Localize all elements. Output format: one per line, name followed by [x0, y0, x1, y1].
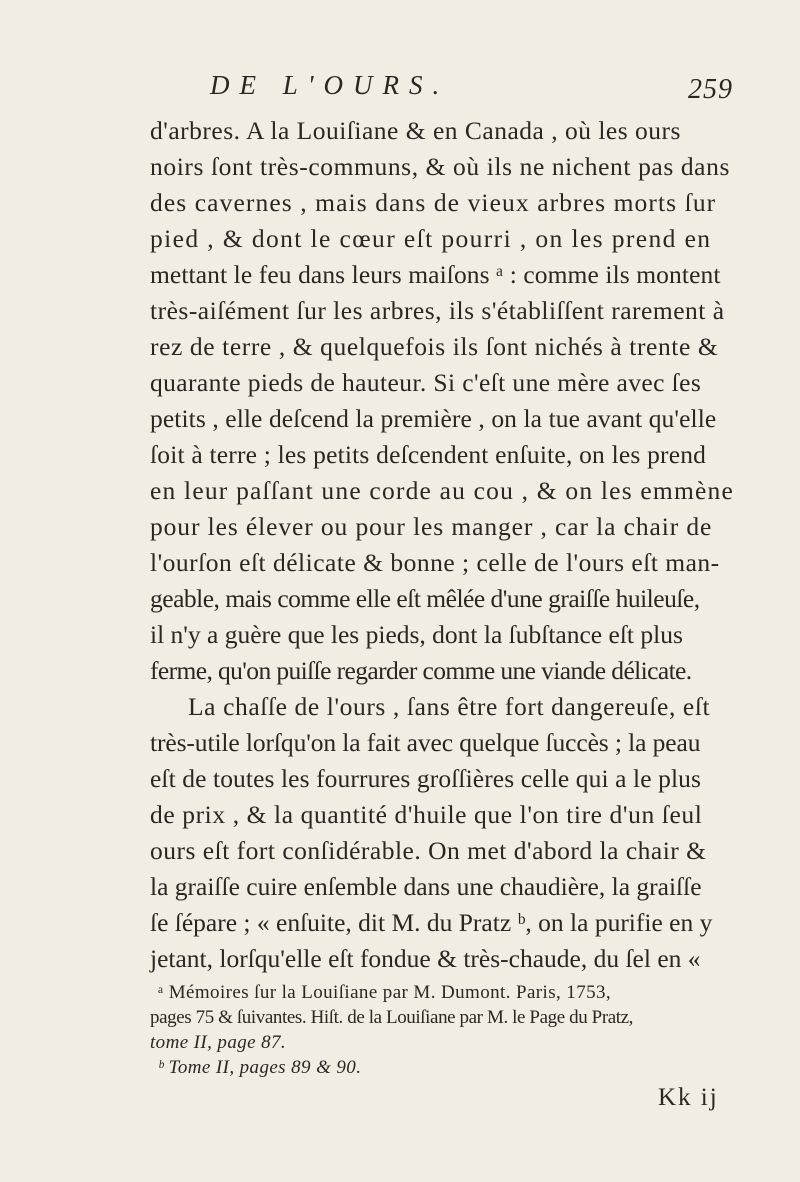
text-line: de prix , & la quantité d'huile que l'on tire d'un ſeul	[150, 800, 703, 829]
text-line: eſt de toutes les fourrures groſſières celle qui a le plus	[150, 764, 702, 793]
footnote-a-cont: tome II, page 87.	[150, 1032, 287, 1053]
page-number: 259	[688, 74, 733, 105]
text-line: geable, mais comme elle eſt mêlée d'une graiſſe huileuſe,	[150, 584, 700, 613]
text-line: très-aiſément ſur les arbres, ils s'établiſſent rarement à	[150, 296, 725, 325]
text-line: la graiſſe cuire enſemble dans une chaudière, la graiſſe	[150, 872, 702, 901]
text-line: quarante pieds de hauteur. Si c'eſt une mère avec ſes	[150, 368, 702, 397]
text-line: petits , elle deſcend la première , on la tue avant qu'elle	[150, 404, 717, 433]
text-line: en leur paſſant une corde au cou , & on les emmène	[150, 476, 734, 505]
footnote-a-cont: pages 75 & ſuivantes. Hiſt. de la Louiſiane par M. le Page du Pratz,	[150, 1007, 634, 1028]
text-line: il n'y a guère que les pieds, dont la ſubſtance eſt plus	[150, 620, 683, 649]
text-line: noirs ſont très-communs, & où ils ne nichent pas dans	[150, 152, 730, 181]
text-line: ſoit à terre ; les petits deſcendent enſuite, on les prend	[150, 440, 707, 469]
text-line: d'arbres. A la Louiſiane & en Canada , où les ours	[150, 116, 681, 145]
text-line: ours eſt fort conſidérable. On met d'abord la chair &	[150, 836, 707, 865]
text-line: ferme, qu'on puiſſe regarder comme une viande délicate.	[150, 656, 692, 685]
text-line: La chaſſe de l'ours , ſans être fort dangereuſe, eſt	[188, 692, 711, 721]
text-line: pour les élever ou pour les manger , car la chair de	[150, 512, 713, 541]
footnote-a: ᵃ Mémoires ſur la Louiſiane par M. Dumont. Paris, 1753,	[158, 982, 612, 1003]
text-line: rez de terre , & quelquefois ils ſont nichés à trente &	[150, 332, 719, 361]
text-line: l'ourſon eſt délicate & bonne ; celle de l'ours eſt man-	[150, 548, 720, 577]
text-line: pied , & dont le cœur eſt pourri , on les prend en	[150, 224, 712, 253]
running-head: DE L'OURS.	[210, 70, 450, 100]
text-line: ſe ſépare ; « enſuite, dit M. du Pratz ᵇ, on la purifie en y	[150, 908, 713, 937]
footnote-b: ᵇ Tome II, pages 89 & 90.	[158, 1057, 362, 1078]
text-line: très-utile lorſqu'on la fait avec quelque ſuccès ; la peau	[150, 728, 701, 757]
signature-mark: Kk ij	[658, 1084, 719, 1111]
text-line: jetant, lorſqu'elle eſt fondue & très-chaude, du ſel en «	[150, 944, 701, 973]
text-line: des cavernes , mais dans de vieux arbres morts ſur	[150, 188, 717, 217]
text-line: mettant le feu dans leurs maiſons ᵃ : comme ils montent	[150, 260, 721, 289]
